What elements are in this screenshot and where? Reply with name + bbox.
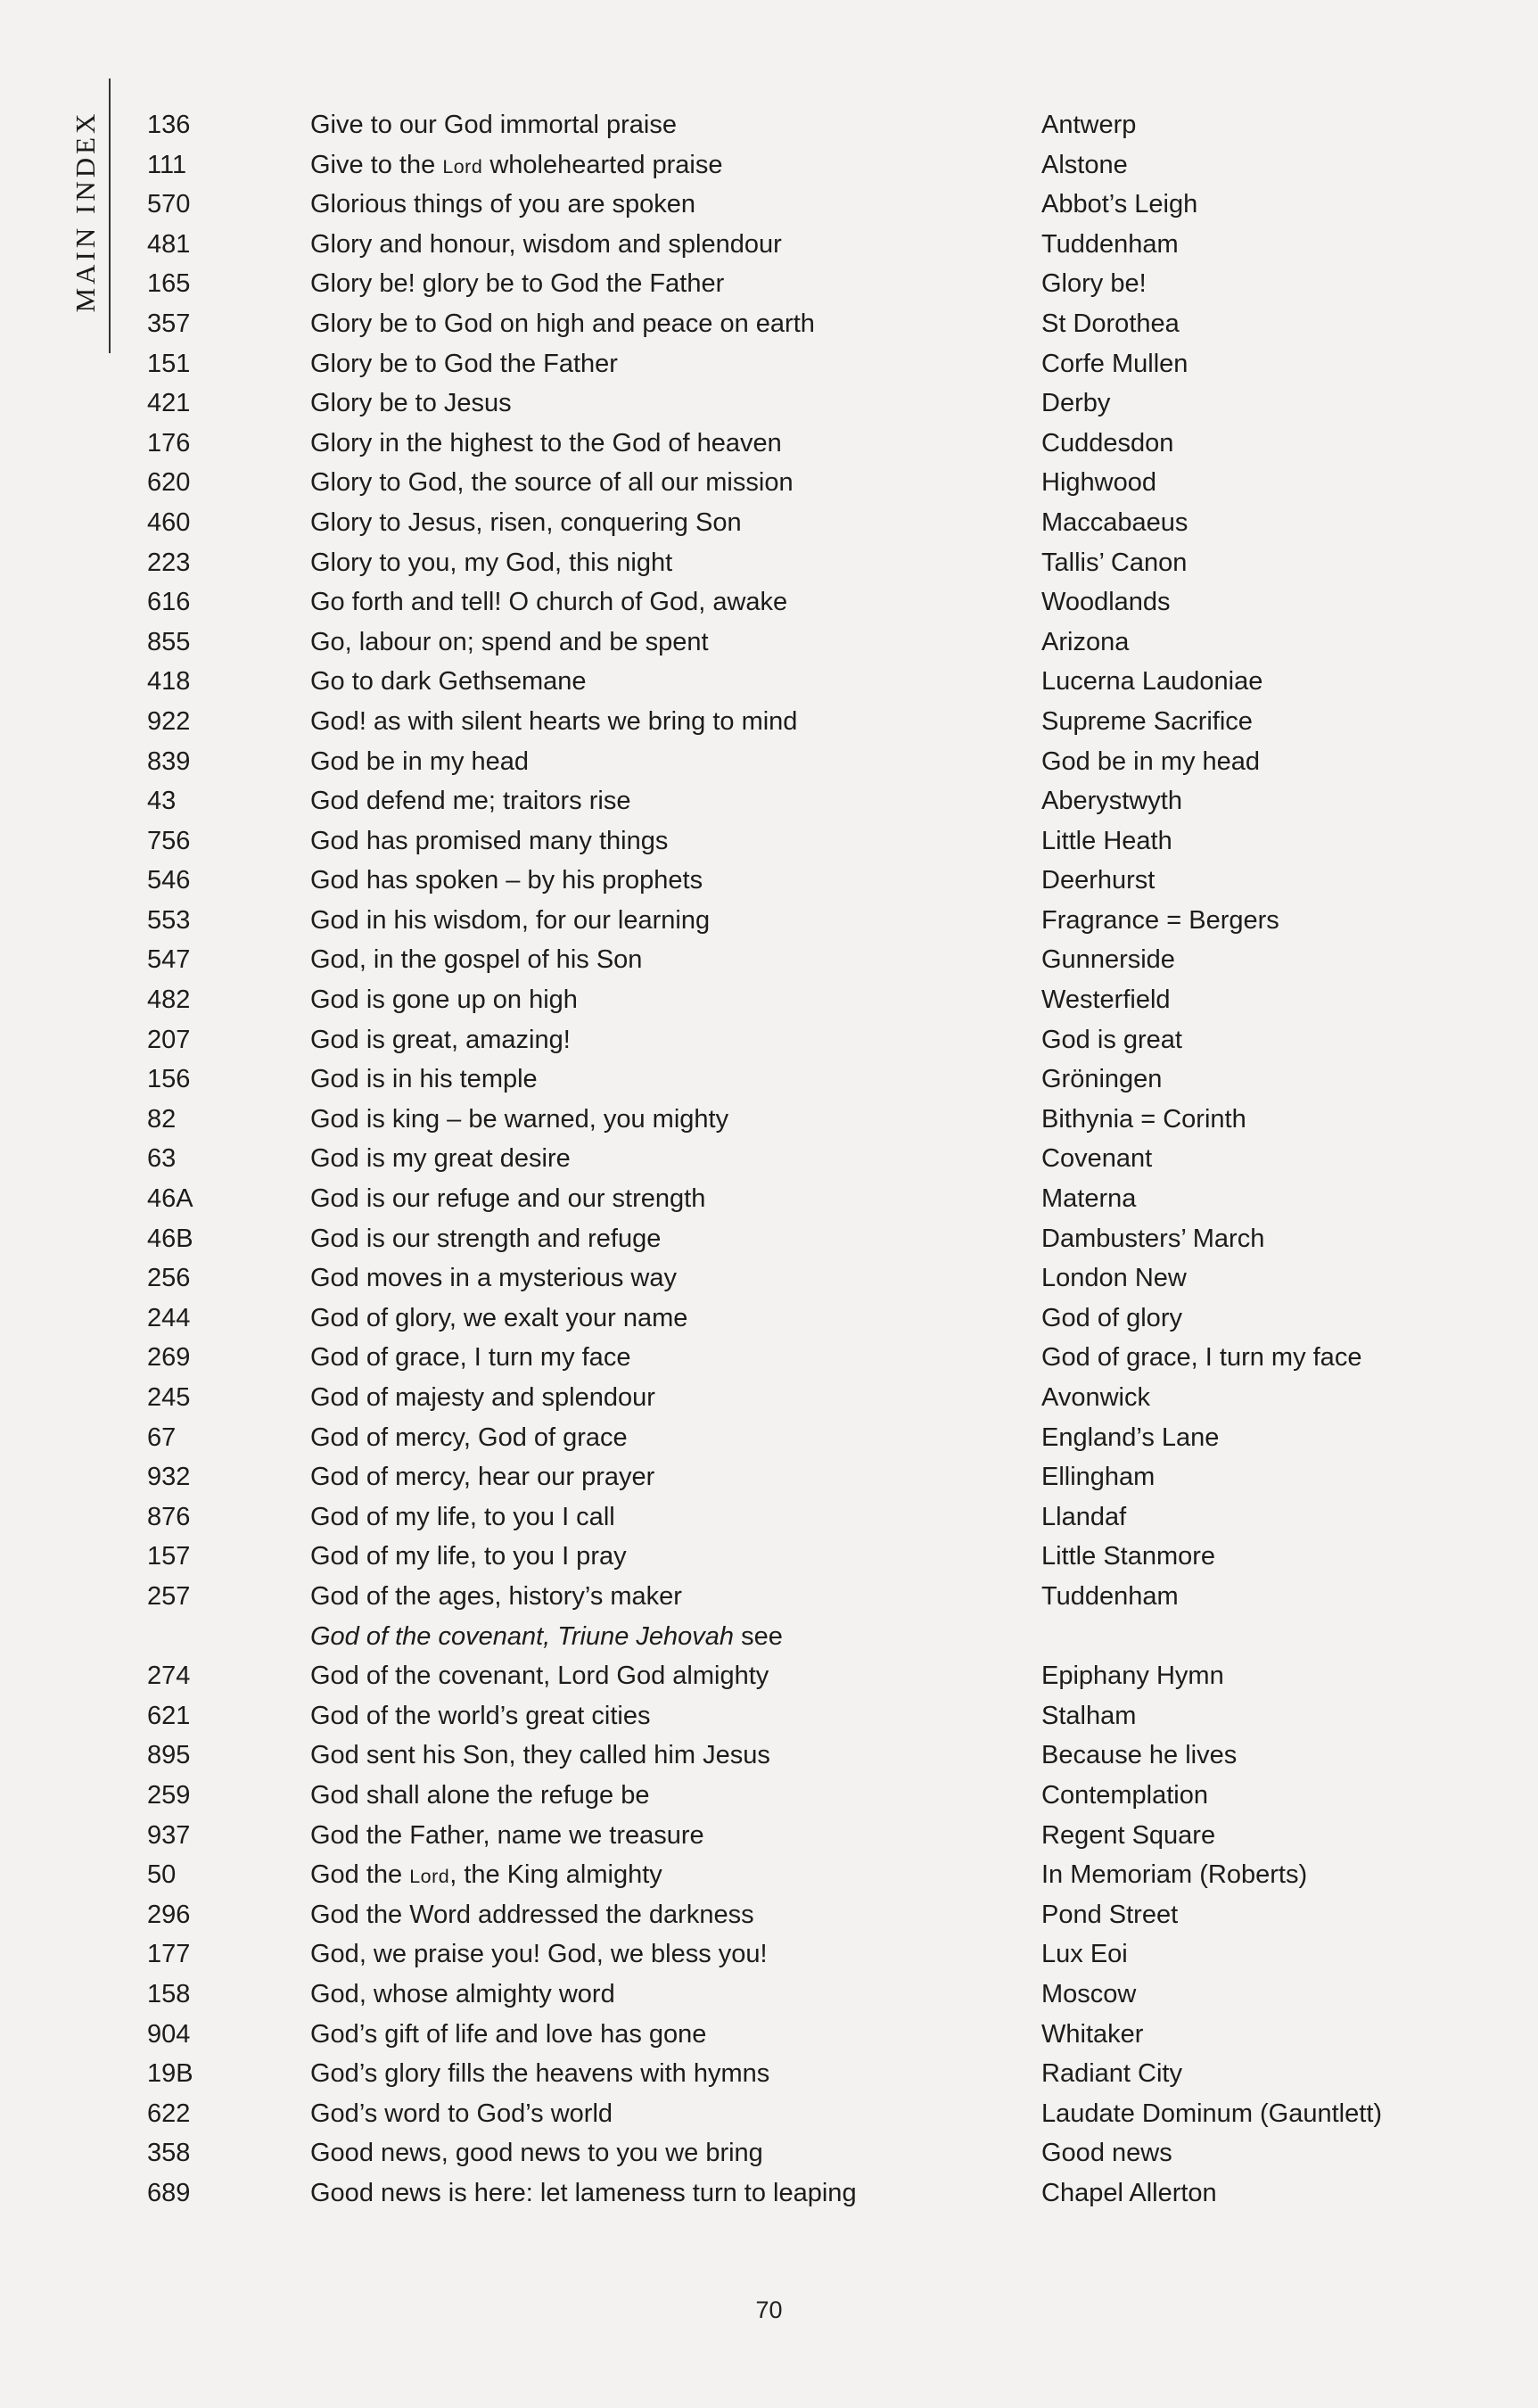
tune-name: St Dorothea [1041, 309, 1180, 338]
index-entry [134, 1378, 1453, 1418]
first-line: Good news, good news to you we bring [310, 2139, 763, 2168]
hymn-number: 259 [147, 1780, 191, 1810]
first-line: God of mercy, hear our prayer [310, 1463, 655, 1492]
first-line: God of mercy, God of grace [310, 1423, 628, 1452]
tune-name: Gunnerside [1041, 945, 1175, 975]
hymn-number: 904 [147, 2019, 191, 2049]
first-line: God has spoken – by his prophets [310, 866, 703, 895]
hymn-number: 46B [147, 1224, 193, 1253]
hymn-number: 937 [147, 1820, 191, 1850]
tune-name: London New [1041, 1264, 1187, 1293]
tune-name: Regent Square [1041, 1820, 1216, 1850]
section-label: MAIN INDEX [70, 110, 101, 313]
tune-name: Covenant [1041, 1144, 1153, 1174]
first-line: God of grace, I turn my face [310, 1343, 631, 1373]
first-line: God of majesty and splendour [310, 1383, 655, 1412]
hymn-number: 358 [147, 2139, 191, 2168]
first-line: Glorious things of you are spoken [310, 190, 696, 219]
index-entry [134, 2173, 1453, 2214]
tune-name: Supreme Sacrifice [1041, 706, 1253, 736]
hymn-number: 481 [147, 229, 191, 259]
tune-name: Cuddesdon [1041, 428, 1174, 458]
index-entry [134, 1100, 1453, 1140]
hymn-number: 616 [147, 588, 191, 617]
first-line: God has promised many things [310, 826, 669, 855]
hymn-number: 570 [147, 190, 191, 219]
index-entry [134, 105, 1453, 145]
index-entry [134, 623, 1453, 663]
hymn-number: 546 [147, 866, 191, 895]
first-line: God moves in a mysterious way [310, 1264, 677, 1293]
hymn-number: 19B [147, 2059, 193, 2089]
index-entry [134, 1179, 1453, 1219]
tune-name: Llandaf [1041, 1502, 1127, 1531]
tune-name: Tuddenham [1041, 1581, 1179, 1611]
hymn-number: 244 [147, 1303, 191, 1332]
first-line: God is king – be warned, you mighty [310, 1104, 729, 1134]
tune-name: Ellingham [1041, 1463, 1156, 1492]
hymn-number: 274 [147, 1662, 191, 1691]
hymn-number: 46A [147, 1184, 193, 1214]
first-line: God’s gift of life and love has gone [310, 2019, 707, 2049]
index-entry [134, 1219, 1453, 1259]
index-entry [134, 1060, 1453, 1100]
index-entry [134, 503, 1453, 543]
tune-name: Tallis’ Canon [1041, 548, 1188, 577]
first-line: Good news is here: let lameness turn to leaping [310, 2178, 857, 2207]
small-caps-lord: Lord [409, 1866, 450, 1888]
hymn-number: 553 [147, 905, 191, 935]
first-line: God sent his Son, they called him Jesus [310, 1741, 770, 1770]
hymn-number: 895 [147, 1741, 191, 1770]
index-entry [134, 582, 1453, 623]
first-line: Glory be to God on high and peace on earth [310, 309, 815, 338]
index-entry [134, 1855, 1453, 1895]
first-line: God is gone up on high [310, 985, 578, 1015]
first-line: God of my life, to you I call [310, 1502, 615, 1531]
first-line: God is our refuge and our strength [310, 1184, 706, 1214]
first-line: Glory to Jesus, risen, conquering Son [310, 507, 742, 537]
index-entry [134, 861, 1453, 901]
hymn-number: 421 [147, 389, 191, 418]
first-line: Glory in the highest to the God of heaven [310, 428, 782, 458]
hymn-number: 151 [147, 349, 191, 378]
index-entry [134, 1258, 1453, 1299]
cross-reference-title: God of the covenant, Triune Jehovah [310, 1621, 735, 1651]
first-line: God is my great desire [310, 1144, 571, 1174]
tune-name: Bithynia = Corinth [1041, 1104, 1246, 1134]
index-entry [134, 1617, 1453, 1657]
tune-name: Lux Eoi [1041, 1940, 1128, 1969]
tune-name: Chapel Allerton [1041, 2178, 1217, 2207]
first-line-part: Give to the [310, 150, 443, 179]
first-line: Go to dark Gethsemane [310, 667, 587, 697]
tune-name: Aberystwyth [1041, 787, 1182, 816]
index-entry [134, 1776, 1453, 1816]
index-entry [134, 1537, 1453, 1577]
tune-name: Good news [1041, 2139, 1172, 2168]
first-line: God the Word addressed the darkness [310, 1900, 754, 1929]
hymn-number: 855 [147, 627, 191, 656]
small-caps-lord: Lord [442, 155, 483, 177]
hymn-number: 296 [147, 1900, 191, 1929]
index-entry [134, 821, 1453, 862]
page-number: 70 [755, 2297, 783, 2323]
tune-name: God of grace, I turn my face [1041, 1343, 1362, 1373]
index-entry [134, 543, 1453, 583]
index-entry [134, 383, 1453, 424]
hymn-number: 269 [147, 1343, 191, 1373]
hymn-number: 460 [147, 507, 191, 537]
hymn-number: 689 [147, 2178, 191, 2207]
tune-name: Glory be! [1041, 269, 1147, 299]
hymn-number: 67 [147, 1423, 177, 1452]
hymn-number: 156 [147, 1065, 191, 1094]
first-line-part: wholehearted praise [482, 150, 723, 179]
first-line: God of my life, to you I pray [310, 1542, 627, 1571]
tune-name: Deerhurst [1041, 866, 1156, 895]
index-entry [134, 1139, 1453, 1179]
index-entry [134, 1577, 1453, 1617]
first-line: God of the world’s great cities [310, 1701, 651, 1730]
index-entry [134, 1975, 1453, 2015]
first-line: God of the covenant, Lord God almighty [310, 1662, 769, 1691]
hymn-number: 257 [147, 1581, 191, 1611]
hymn-index-list [134, 105, 1453, 2213]
tune-name: Gröningen [1041, 1065, 1163, 1094]
first-line: God is in his temple [310, 1065, 538, 1094]
first-line: God’s word to God’s world [310, 2099, 613, 2128]
tune-name: Radiant City [1041, 2059, 1182, 2089]
hymn-number: 177 [147, 1940, 191, 1969]
tune-name: Alstone [1041, 150, 1128, 179]
tune-name: God of glory [1041, 1303, 1182, 1332]
index-entry [134, 463, 1453, 503]
tune-name: Avonwick [1041, 1383, 1150, 1412]
index-entry [134, 901, 1453, 941]
hymn-number: 357 [147, 309, 191, 338]
index-entry [134, 940, 1453, 980]
tune-name: England’s Lane [1041, 1423, 1220, 1452]
index-entry [134, 702, 1453, 742]
first-line: God, we praise you! God, we bless you! [310, 1940, 768, 1969]
first-line: God in his wisdom, for our learning [310, 905, 711, 935]
hymn-number: 157 [147, 1542, 191, 1571]
tune-name: Derby [1041, 389, 1111, 418]
tune-name: Maccabaeus [1041, 507, 1188, 537]
first-line: Glory be to God the Father [310, 349, 618, 378]
spine-divider [109, 78, 111, 353]
index-entry [134, 344, 1453, 384]
tune-name: Corfe Mullen [1041, 349, 1188, 378]
index-entry [134, 1656, 1453, 1696]
first-line [310, 1855, 662, 1897]
first-line: Go forth and tell! O church of God, awake [310, 588, 788, 617]
hymn-number: 176 [147, 428, 191, 458]
hymn-number: 418 [147, 667, 191, 697]
tune-name: God be in my head [1041, 746, 1261, 776]
first-line-part: see [734, 1621, 783, 1651]
hymn-number: 621 [147, 1701, 191, 1730]
tune-name: Little Heath [1041, 826, 1172, 855]
first-line: God be in my head [310, 746, 530, 776]
index-entry [134, 424, 1453, 464]
hymn-number: 876 [147, 1502, 191, 1531]
index-entry [134, 742, 1453, 782]
first-line: Glory to you, my God, this night [310, 548, 673, 577]
tune-name: Arizona [1041, 627, 1130, 656]
first-line: God defend me; traitors rise [310, 787, 631, 816]
tune-name: Dambusters’ March [1041, 1224, 1265, 1253]
index-entry [134, 662, 1453, 702]
hymn-number: 256 [147, 1264, 191, 1293]
first-line [310, 1617, 783, 1657]
first-line: Go, labour on; spend and be spent [310, 627, 709, 656]
hymn-number: 622 [147, 2099, 191, 2128]
hymn-number: 922 [147, 706, 191, 736]
tune-name: Westerfield [1041, 985, 1171, 1015]
tune-name: Lucerna Laudoniae [1041, 667, 1263, 697]
first-line: God, in the gospel of his Son [310, 945, 643, 975]
tune-name: Whitaker [1041, 2019, 1144, 2049]
tune-name: Epiphany Hymn [1041, 1662, 1224, 1691]
first-line: Give to our God immortal praise [310, 111, 677, 139]
index-entry [134, 1299, 1453, 1339]
index-entry [134, 264, 1453, 304]
tune-name: Moscow [1041, 1979, 1137, 2008]
hymn-number: 43 [147, 787, 177, 816]
hymn-number: 756 [147, 826, 191, 855]
tune-name: Pond Street [1041, 1900, 1179, 1929]
hymn-number: 63 [147, 1144, 177, 1174]
tune-name: Tuddenham [1041, 229, 1179, 259]
hymn-number: 932 [147, 1463, 191, 1492]
index-entry [134, 304, 1453, 344]
index-entry [134, 1895, 1453, 1935]
index-entry [134, 145, 1453, 186]
index-entry [134, 2054, 1453, 2094]
first-line: God of glory, we exalt your name [310, 1303, 688, 1332]
index-entry [134, 980, 1453, 1020]
hymn-number: 136 [147, 111, 191, 139]
tune-name: Woodlands [1041, 588, 1171, 617]
hymn-number: 482 [147, 985, 191, 1015]
hymn-number: 82 [147, 1104, 177, 1134]
first-line: Glory be to Jesus [310, 389, 512, 418]
hymn-number: 165 [147, 269, 191, 299]
tune-name: Abbot’s Leigh [1041, 190, 1198, 219]
index-entry [134, 1816, 1453, 1856]
index-entry [134, 1696, 1453, 1736]
first-line: God the Father, name we treasure [310, 1820, 704, 1850]
tune-name: Materna [1041, 1184, 1137, 1214]
first-line: God! as with silent hearts we bring to mind [310, 706, 798, 736]
first-line [310, 145, 723, 187]
index-entry [134, 2133, 1453, 2173]
hymn-number: 839 [147, 746, 191, 776]
index-entry [134, 781, 1453, 821]
hymn-number: 111 [147, 150, 187, 179]
hymn-number: 50 [147, 1860, 177, 1890]
index-entry [134, 1457, 1453, 1497]
first-line-part: , the King almighty [449, 1860, 662, 1890]
index-entry [134, 2094, 1453, 2134]
first-line: God is our strength and refuge [310, 1224, 662, 1253]
first-line: Glory be! glory be to God the Father [310, 269, 725, 299]
first-line: Glory to God, the source of all our mission [310, 468, 794, 498]
first-line: God’s glory fills the heavens with hymns [310, 2059, 770, 2089]
tune-name: Contemplation [1041, 1780, 1208, 1810]
index-entry [134, 185, 1453, 225]
tune-name: Stalham [1041, 1701, 1137, 1730]
index-entry [134, 1736, 1453, 1776]
index-entry [134, 1418, 1453, 1458]
first-line: God shall alone the refuge be [310, 1780, 650, 1810]
index-entry [134, 1338, 1453, 1378]
index-entry [134, 1934, 1453, 1975]
first-line: God of the ages, history’s maker [310, 1581, 682, 1611]
tune-name: Antwerp [1041, 111, 1137, 139]
hymn-number: 223 [147, 548, 191, 577]
first-line: Glory and honour, wisdom and splendour [310, 229, 782, 259]
hymn-number: 245 [147, 1383, 191, 1412]
tune-name: Little Stanmore [1041, 1542, 1216, 1571]
index-entry [134, 1497, 1453, 1538]
index-entry [134, 1020, 1453, 1060]
tune-name: In Memoriam (Roberts) [1041, 1860, 1308, 1890]
tune-name: Because he lives [1041, 1741, 1238, 1770]
tune-name: God is great [1041, 1025, 1182, 1054]
tune-name: Laudate Dominum (Gauntlett) [1041, 2099, 1383, 2128]
hymn-number: 207 [147, 1025, 191, 1054]
first-line: God is great, amazing! [310, 1025, 571, 1054]
first-line: God, whose almighty word [310, 1979, 615, 2008]
tune-name: Fragrance = Bergers [1041, 905, 1279, 935]
index-entry [134, 225, 1453, 265]
hymn-number: 620 [147, 468, 191, 498]
section-label-spine [61, 70, 111, 353]
hymn-number: 158 [147, 1979, 191, 2008]
tune-name: Highwood [1041, 468, 1156, 498]
hymn-number: 547 [147, 945, 191, 975]
index-entry [134, 2015, 1453, 2055]
first-line-part: God the [310, 1860, 410, 1890]
